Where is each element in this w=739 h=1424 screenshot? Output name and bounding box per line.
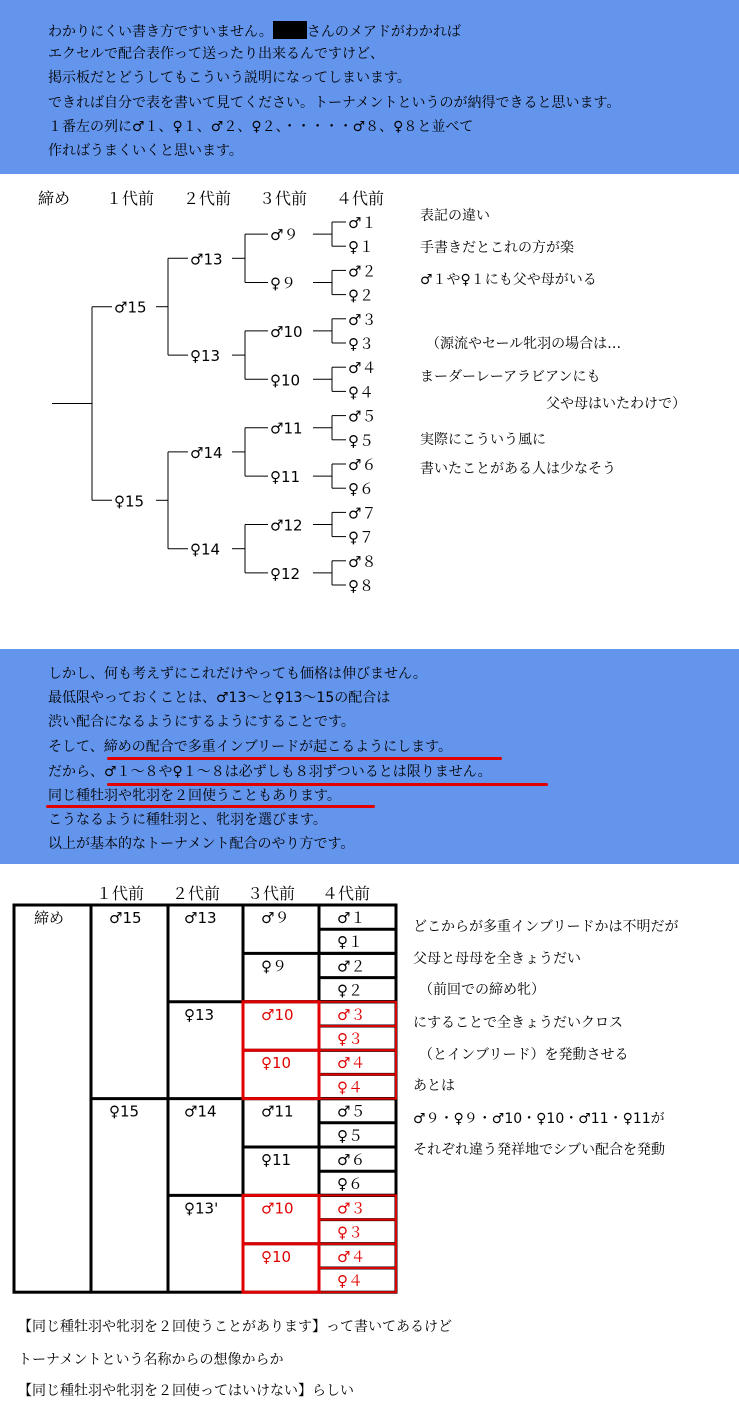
table-gen4-label: ♂３ <box>337 1005 366 1024</box>
table-note: にすることで全きょうだいクロス <box>413 1015 623 1031</box>
table-gen2-label: ♀13 <box>184 1005 215 1024</box>
gen4-label: ♀４ <box>348 383 374 402</box>
table-gen3-label: ♂11 <box>261 1102 294 1121</box>
table-gen4-label: ♀２ <box>337 981 363 1000</box>
table-gen4-label: ♂６ <box>337 1151 366 1169</box>
tree-note: 手書きだとこれの方が楽 <box>420 240 574 256</box>
table-gen2-label: ♀13' <box>184 1199 219 1218</box>
gen4-label: ♀２ <box>348 286 374 305</box>
intro-line-5: １番左の列に♂１、♀１、♂２、♀２、・・・・・♂８、♀８と並べて <box>48 119 474 135</box>
gen1-label: ♀15 <box>114 492 145 511</box>
tree-header-gen2: ２代前 <box>183 189 232 208</box>
gen3-label: ♂９ <box>270 226 299 245</box>
table-note: ♂９・♀９・♂10・♀10・♂11・♀11が <box>413 1111 665 1127</box>
table-gen4-label: ♀３ <box>337 1030 363 1048</box>
gen2-label: ♀14 <box>190 540 221 559</box>
tree-note: 表記の違い <box>420 208 490 224</box>
table-gen4-label: ♂５ <box>337 1102 366 1121</box>
table-gen4-label: ♂３ <box>337 1199 366 1218</box>
gen4-label: ♂３ <box>348 310 377 329</box>
table-gen4-label: ♀５ <box>337 1126 363 1145</box>
explain-line-3: 渋い配合になるようにするようにすることです。 <box>48 714 355 730</box>
tree-header-gen3: ３代前 <box>259 189 308 208</box>
intro-line-6: 作ればうまくいくと思います。 <box>48 143 243 159</box>
gen4-label: ♀３ <box>348 335 374 353</box>
table-gen3-label: ♀９ <box>261 957 287 976</box>
intro-line-2: エクセルで配合表作って送ったり出来るんですけど、 <box>48 46 384 62</box>
table-shime-label: 締め <box>34 909 65 927</box>
gen2-label: ♀13 <box>190 347 221 366</box>
gen4-label: ♂５ <box>348 407 377 426</box>
table-gen3-label: ♂９ <box>261 909 290 927</box>
emphasis-inbreed: 締めの配合で多重インブリードが起こるようにします。 <box>103 739 453 755</box>
table-note: 父母と母母を全きょうだい <box>413 951 581 967</box>
table-note: それぞれ違う発祥地でシブい配合を発動 <box>413 1142 665 1158</box>
table-gen3-label: ♂10 <box>261 1199 294 1218</box>
table-gen2-label: ♂13 <box>184 909 217 927</box>
gen4-label: ♂７ <box>348 504 377 523</box>
gen4-label: ♀７ <box>348 528 374 547</box>
gen3-label: ♀10 <box>270 371 301 390</box>
table-gen4-label: ♂４ <box>337 1054 366 1073</box>
table-gen4-label: ♀６ <box>337 1175 363 1194</box>
footer-line-3: 【同じ種牡羽や牝羽を２回使ってはいけない】らしい <box>18 1383 354 1399</box>
gen2-label: ♂13 <box>190 250 223 269</box>
gen4-label: ♀５ <box>348 431 374 450</box>
table-gen4-label: ♀３ <box>337 1223 363 1242</box>
intro-line-4: できれば自分で表を書いて見てください。トーナメントというのが納得できると思います。 <box>48 95 621 111</box>
table-note: （とインブリード）を発動させる <box>419 1047 629 1063</box>
gen4-label: ♂８ <box>348 552 377 571</box>
table-header-gen4: ４代前 <box>322 884 371 903</box>
table-gen3-label: ♂10 <box>261 1005 294 1024</box>
table-gen1-label: ♂15 <box>109 909 142 927</box>
table-gen3-label: ♀10 <box>261 1247 292 1266</box>
table-gen4-label: ♀１ <box>337 933 363 952</box>
table-gen1-label: ♀15 <box>109 1102 140 1121</box>
explain-line-4: そして、締めの配合で多重インブリードが起こるようにします。 <box>48 739 453 755</box>
tree-note: 実際にこういう風に <box>420 432 546 448</box>
table-gen4-label: ♂２ <box>337 957 366 976</box>
table-note: どこからが多重インブリードかは不明だが <box>413 919 679 935</box>
gen3-label: ♂10 <box>270 322 303 341</box>
gen3-label: ♀12 <box>270 564 301 583</box>
table-gen4-label: ♀４ <box>337 1272 363 1290</box>
footer-line-1: 【同じ種牡羽や牝羽を２回使うことがあります】って書いてあるけど <box>18 1319 452 1335</box>
explain-line-8: 以上が基本的なトーナメント配合のやり方です。 <box>48 836 355 852</box>
intro-line-1: わかりにくい書き方ですいません。 さんのメアドがわかれば <box>48 21 461 41</box>
explain-line-6: 同じ種牡羽や牝羽を２回使うこともあります。 <box>48 788 341 804</box>
gen4-label: ♂２ <box>348 262 377 281</box>
tree-note: まーダーレーアラビアンにも <box>420 369 601 385</box>
tree-note: ♂１や♀１にも父や母がいる <box>420 272 597 288</box>
gen4-label: ♂１ <box>348 214 377 232</box>
explain-line-5: だから、♂１～８や♀１～８は必ずしも８羽ずついるとは限りません。 <box>48 764 492 780</box>
table-note: （前回での締め牝） <box>419 982 545 998</box>
table-header-gen1: １代前 <box>96 884 145 903</box>
explain-line-1: しかし、何も考えずにこれだけやっても価格は伸びません。 <box>48 666 427 682</box>
emphasis-count: ♂１～８や♀１～８は必ずしも８羽ずついるとは限りません。 <box>104 764 492 780</box>
explain-line-7: こうなるように種牡羽と、牝羽を選びます。 <box>48 812 327 828</box>
table-gen3-label: ♀11 <box>261 1151 292 1169</box>
table-note: あとは <box>413 1078 455 1094</box>
explain-line-2: 最低限やっておくことは、♂13～と♀13～15の配合は <box>48 690 391 706</box>
gen3-label: ♂12 <box>270 516 303 535</box>
table-gen4-label: ♂４ <box>337 1247 366 1266</box>
gen1-label: ♂15 <box>114 298 147 317</box>
table-gen4-label: ♂１ <box>337 909 366 927</box>
gen4-label: ♀１ <box>348 238 374 257</box>
tree-note: 書いたことがある人は少なそう <box>420 461 616 477</box>
gen4-label: ♂６ <box>348 456 377 474</box>
gen3-label: ♀11 <box>270 468 301 487</box>
gen3-label: ♀９ <box>270 274 296 293</box>
gen4-label: ♂４ <box>348 359 377 378</box>
table-header-gen2: ２代前 <box>172 884 221 903</box>
tree-note: 父や母はいたわけで） <box>546 396 686 412</box>
gen3-label: ♂11 <box>270 419 303 438</box>
tree-header-shime: 締め <box>38 189 71 208</box>
table-gen3-label: ♀10 <box>261 1054 292 1073</box>
gen4-label: ♀８ <box>348 577 374 595</box>
footer-line-2: トーナメントという名称からの想像からか <box>18 1352 284 1368</box>
tree-note: （源流やセール牝羽の場合は… <box>426 336 622 352</box>
gen4-label: ♀６ <box>348 480 374 499</box>
tree-header-gen1: １代前 <box>106 189 155 208</box>
table-gen2-label: ♂14 <box>184 1102 217 1121</box>
table-gen4-label: ♀４ <box>337 1078 363 1097</box>
intro-line-3: 掲示板だとどうしてもこういう説明になってしまいます。 <box>48 70 411 86</box>
table-header-gen3: ３代前 <box>247 884 296 903</box>
gen2-label: ♂14 <box>190 443 223 462</box>
tree-header-gen4: ４代前 <box>336 189 385 208</box>
